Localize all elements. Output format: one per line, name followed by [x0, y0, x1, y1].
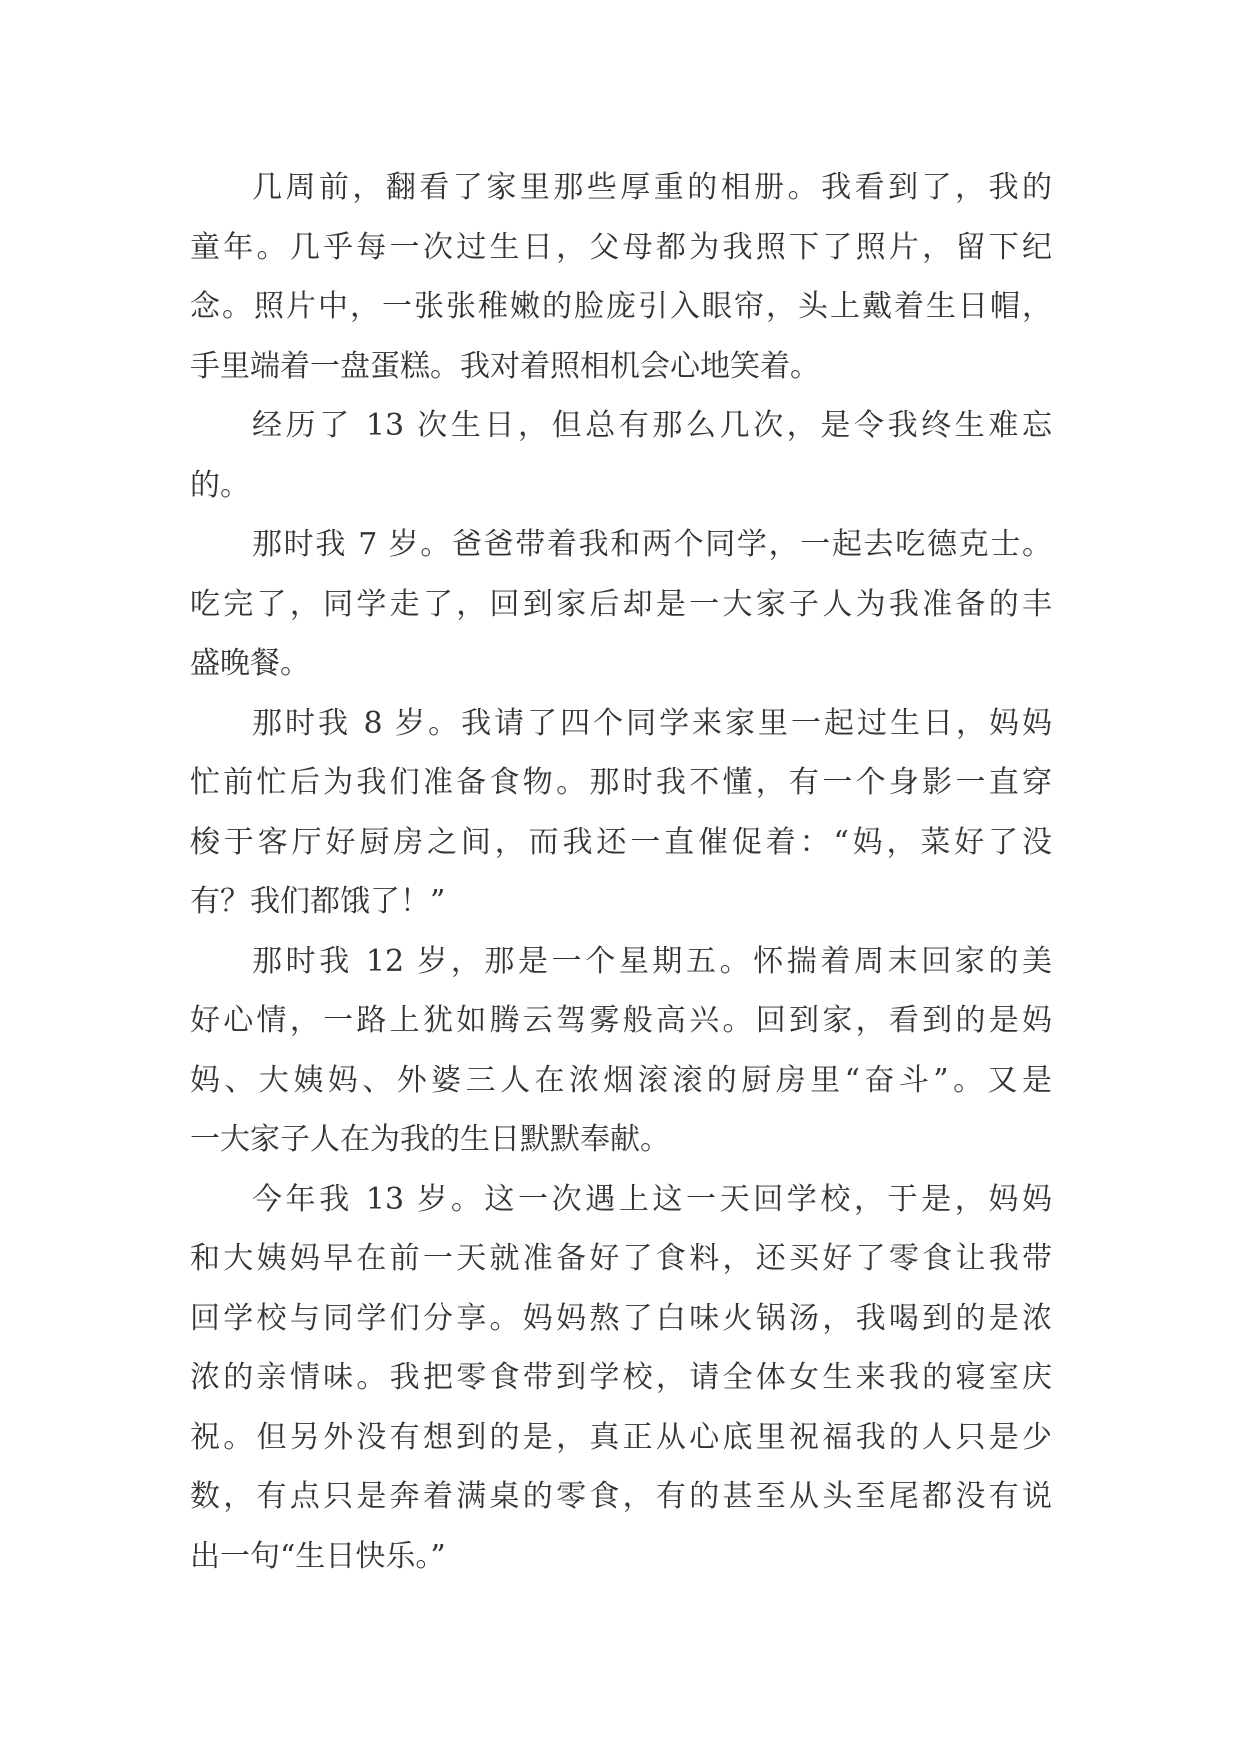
text-line: 回学校与同学们分享。妈妈熬了白味火锅汤，我喝到的是浓: [190, 1300, 1052, 1336]
essay-body: [190, 158, 1052, 1586]
text-line: 今年我 13 岁。这一次遇上这一天回学校，于是，妈妈: [252, 1181, 1052, 1217]
paragraph: [190, 158, 1052, 396]
text-line: 童年。几乎每一次过生日，父母都为我照下了照片，留下纪: [190, 229, 1052, 265]
text-line: 吃完了，同学走了，回到家后却是一大家子人为我准备的丰: [190, 586, 1052, 622]
paragraph: [190, 515, 1052, 694]
text-line: 手里端着一盘蛋糕。我对着照相机会心地笑着。: [190, 348, 820, 384]
text-line: 那时我 12 岁，那是一个星期五。怀揣着周末回家的美: [252, 943, 1052, 979]
paragraph: [190, 932, 1052, 1170]
text-line: 梭于客厅好厨房之间，而我还一直催促着：“妈，菜好了没: [190, 824, 1052, 860]
text-line: 盛晚餐。: [190, 646, 310, 681]
text-line: 好心情，一路上犹如腾云驾雾般高兴。回到家，看到的是妈: [190, 1003, 1052, 1038]
text-line: 的。: [190, 467, 250, 503]
text-line: 一大家子人在为我的生日默默奉献。: [190, 1122, 670, 1157]
text-line: 那时我 8 岁。我请了四个同学来家里一起过生日，妈妈: [252, 705, 1052, 741]
text-line: 妈、大姨妈、外婆三人在浓烟滚滚的厨房里“奋斗”。又是: [190, 1062, 1052, 1098]
paragraph: [190, 396, 1052, 515]
text-line: 有？我们都饿了！”: [190, 884, 446, 919]
text-line: 经历了 13 次生日，但总有那么几次，是令我终生难忘: [252, 408, 1052, 443]
paragraph: [190, 694, 1052, 932]
text-line: 出一句“生日快乐。”: [190, 1538, 446, 1574]
text-line: 和大姨妈早在前一天就准备好了食料，还买好了零食让我带: [190, 1241, 1052, 1276]
text-line: 浓的亲情味。我把零食带到学校，请全体女生来我的寝室庆: [190, 1360, 1052, 1395]
text-line: 忙前忙后为我们准备食物。那时我不懂，有一个身影一直穿: [190, 765, 1052, 800]
paragraph: [190, 1170, 1052, 1587]
text-line: 那时我 7 岁。爸爸带着我和两个同学，一起去吃德克士。: [252, 527, 1052, 562]
text-line: 数，有点只是奔着满桌的零食，有的甚至从头至尾都没有说: [190, 1479, 1052, 1514]
text-line: 念。照片中，一张张稚嫩的脸庞引入眼帘，头上戴着生日帽，: [190, 289, 1052, 324]
text-line: 几周前，翻看了家里那些厚重的相册。我看到了，我的: [252, 170, 1052, 205]
text-line: 祝。但另外没有想到的是，真正从心底里祝福我的人只是少: [190, 1419, 1052, 1455]
